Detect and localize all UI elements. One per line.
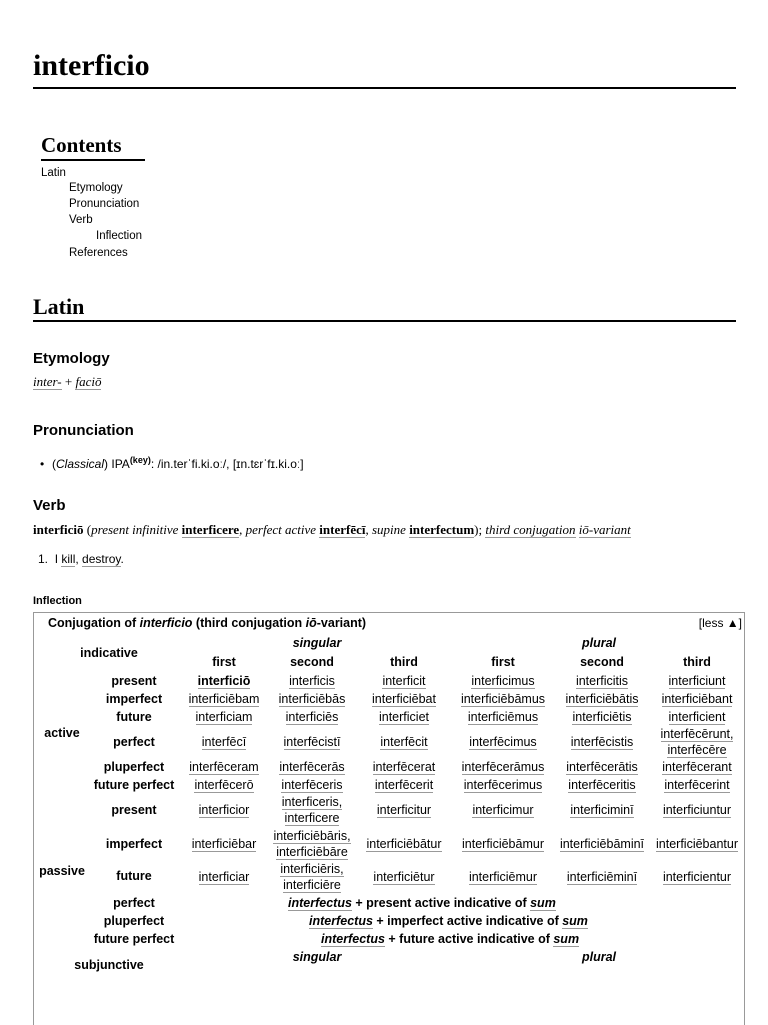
form-cell[interactable] — [652, 727, 742, 741]
form-cell[interactable] — [267, 710, 357, 724]
toc-link-verb[interactable]: Verb — [69, 214, 93, 226]
ipa-key-link[interactable]: (key) — [129, 455, 151, 465]
form-cell[interactable] — [179, 674, 269, 688]
form-cell[interactable] — [359, 692, 449, 706]
pron-variety[interactable]: Classical — [56, 457, 105, 471]
form-cell[interactable] — [179, 735, 269, 749]
form-link[interactable]: interfēcistis — [570, 735, 634, 749]
form-cell[interactable] — [179, 803, 269, 817]
form-cell[interactable] — [267, 829, 357, 843]
form-link[interactable]: interficiunt — [668, 674, 726, 688]
tense-passive-imperfect: imperfect — [105, 837, 163, 851]
toc-link-latin[interactable]: Latin — [41, 167, 66, 179]
participle-link[interactable]: interfectus — [309, 914, 373, 928]
form-cell[interactable] — [359, 778, 449, 792]
periphrastic-future-perfect — [321, 932, 579, 946]
form-cell[interactable] — [458, 837, 548, 851]
form-cell[interactable] — [179, 870, 269, 884]
form-link[interactable]: interficiēbant — [661, 692, 733, 706]
form-cell[interactable] — [359, 760, 449, 774]
toc-link-etymology[interactable]: Etymology — [69, 182, 123, 194]
punct-1: ( — [83, 522, 92, 537]
form-cell[interactable] — [458, 760, 548, 774]
form-cell[interactable] — [179, 692, 269, 706]
form-cell[interactable] — [267, 862, 357, 876]
participle-link[interactable]: interfectus — [321, 932, 385, 946]
form-cell[interactable] — [557, 760, 647, 774]
present-infinitive-link[interactable]: interficere — [181, 522, 240, 537]
etymology-text — [33, 374, 101, 390]
conj-title-d: iō — [305, 616, 317, 630]
form-link[interactable]: interficiēbar — [191, 837, 257, 851]
form-cell[interactable] — [652, 778, 742, 792]
person-header-1: first — [212, 655, 236, 669]
punct-4: ); — [474, 522, 486, 537]
definition-number: 1. — [38, 552, 49, 566]
form-link[interactable]: interfēcerō — [194, 778, 254, 792]
form-link[interactable]: interfēcistī — [283, 735, 341, 749]
form-cell[interactable] — [458, 692, 548, 706]
punct-3: , — [365, 522, 372, 537]
form-link[interactable]: interfēceritis — [568, 778, 636, 792]
etymology-plus: + — [61, 374, 76, 389]
tense-passive-pluperfect: pluperfect — [103, 914, 165, 928]
form-link[interactable]: interficiēbāris, — [273, 829, 351, 843]
form-link[interactable]: interficiēbāmus — [460, 692, 546, 706]
form-link[interactable]: interfēcerās — [279, 760, 345, 774]
collapse-toggle-button[interactable]: [less ▲] — [698, 616, 742, 630]
pronunciation-heading: Pronunciation — [33, 422, 134, 439]
form-link[interactable]: interficiēmus — [467, 710, 539, 724]
participle-link[interactable]: interfectus — [288, 896, 352, 910]
conj-title-a: Conjugation of — [48, 616, 140, 630]
periphrastic-text: + future active indicative of — [384, 932, 554, 946]
form-cell[interactable] — [359, 735, 449, 749]
form-link[interactable]: interfēcerint — [664, 778, 730, 792]
etymology-link-facio[interactable]: faciō — [75, 374, 102, 389]
form-cell[interactable] — [652, 710, 742, 724]
person-header-3: third — [390, 655, 418, 669]
ipa-transcription: : /in.terˈfi.ki.oː/, [ɪn.tɛrˈfɪ.ki.oː] — [150, 457, 304, 471]
form-cell[interactable] — [557, 674, 647, 688]
periphrastic-pluperfect — [309, 914, 588, 928]
form-cell[interactable] — [359, 710, 449, 724]
tense-active-pluperfect: pluperfect — [103, 760, 165, 774]
form-cell[interactable] — [267, 878, 357, 892]
form-link[interactable]: interficiō — [197, 674, 251, 688]
form-cell[interactable] — [179, 760, 269, 774]
form-cell[interactable] — [652, 870, 742, 884]
form-link[interactable]: interficiēbās — [278, 692, 346, 706]
subjunctive-plural-header: plural — [581, 950, 617, 964]
etymology-link-inter[interactable]: inter- — [33, 374, 62, 389]
singular-header: singular — [292, 636, 342, 650]
form-link[interactable]: interficiēbāre — [276, 845, 348, 859]
bullet-icon: • — [40, 457, 45, 471]
form-cell[interactable] — [652, 760, 742, 774]
form-link[interactable]: interfēcī — [201, 735, 247, 749]
aux-link[interactable]: sum — [530, 896, 556, 910]
form-cell[interactable] — [557, 778, 647, 792]
form-link[interactable]: interficiēbat — [372, 692, 436, 706]
form-link[interactable]: interficiēris, — [280, 862, 344, 876]
form-link[interactable]: interficiēbantur — [656, 837, 738, 851]
form-cell[interactable] — [652, 803, 742, 817]
form-cell[interactable] — [359, 674, 449, 688]
form-link[interactable]: interficimur — [472, 803, 534, 817]
form-cell[interactable] — [267, 674, 357, 688]
definition-link-kill[interactable]: kill — [61, 552, 76, 566]
form-link[interactable]: interficiēmur — [468, 870, 538, 884]
form-link[interactable]: interficimus — [471, 674, 535, 688]
form-cell[interactable] — [267, 692, 357, 706]
section-heading-latin: Latin — [33, 294, 85, 319]
person-header-6: third — [683, 655, 711, 669]
definition-text-c: . — [120, 552, 124, 566]
aux-link[interactable]: sum — [553, 932, 580, 946]
form-cell[interactable] — [267, 760, 357, 774]
form-link[interactable]: interficiētur — [373, 870, 435, 884]
io-variant-link[interactable]: iō-variant — [578, 522, 631, 537]
form-link[interactable]: interfēcerāmus — [461, 760, 545, 774]
periphrastic-text: + imperfect active indicative of — [372, 914, 563, 928]
voice-passive: passive — [39, 864, 85, 878]
form-link[interactable]: interficiminī — [570, 803, 634, 817]
form-link[interactable]: interfēcimus — [469, 735, 537, 749]
form-cell[interactable] — [179, 710, 269, 724]
form-link[interactable]: interfēcerat — [372, 760, 436, 774]
page-title: interficio — [33, 49, 150, 82]
tense-passive-future-perfect: future perfect — [93, 932, 175, 946]
form-cell[interactable] — [652, 674, 742, 688]
tense-passive-perfect: perfect — [113, 896, 155, 910]
form-link[interactable]: interficiar — [198, 870, 250, 884]
perfect-active-link[interactable]: interfēcī — [319, 522, 366, 537]
tense-active-future: future — [116, 710, 152, 724]
form-link[interactable]: interficior — [198, 803, 250, 817]
subjunctive-singular-header: singular — [292, 950, 342, 964]
voice-active: active — [44, 726, 80, 740]
form-link[interactable]: interficiēs — [285, 710, 339, 724]
form-link[interactable]: interfēcerant — [662, 760, 732, 774]
toc-heading: Contents — [41, 133, 122, 157]
mood-subjunctive: subjunctive — [74, 958, 144, 972]
ipa-link[interactable]: IPA — [111, 457, 130, 471]
form-cell[interactable] — [458, 870, 548, 884]
tense-passive-future: future — [116, 869, 152, 883]
form-cell[interactable] — [652, 692, 742, 706]
form-link[interactable]: interficiēbātur — [366, 837, 442, 851]
form-link[interactable]: interficiēre — [283, 878, 341, 892]
form-link[interactable]: interfēcerit — [374, 778, 434, 792]
pron-open: ( — [52, 457, 56, 471]
form-cell[interactable] — [267, 795, 357, 809]
punct-2: , — [239, 522, 246, 537]
etymology-heading: Etymology — [33, 350, 110, 367]
form-cell[interactable] — [557, 870, 647, 884]
table-of-contents — [41, 131, 122, 159]
conjugation-table — [33, 612, 745, 1025]
form-cell[interactable] — [557, 710, 647, 724]
form-cell[interactable] — [179, 837, 269, 851]
title-rule — [33, 87, 736, 89]
form-cell[interactable] — [458, 778, 548, 792]
tense-active-present: present — [111, 674, 157, 688]
form-cell[interactable] — [359, 837, 449, 851]
form-link[interactable]: interficit — [382, 674, 426, 688]
form-link[interactable]: interficiēbāminī — [559, 837, 645, 851]
form-cell[interactable] — [267, 778, 357, 792]
periphrastic-perfect — [288, 896, 556, 910]
form-link[interactable]: interficient — [668, 710, 726, 724]
tense-active-future-perfect: future perfect — [93, 778, 175, 792]
person-header-2: second — [290, 655, 334, 669]
form-link[interactable]: interfēcerātis — [566, 760, 638, 774]
form-cell[interactable] — [557, 735, 647, 749]
pron-close: ) — [104, 457, 109, 471]
form-link[interactable]: interficitur — [376, 803, 432, 817]
toc-link-pronunciation[interactable]: Pronunciation — [69, 198, 140, 210]
form-link[interactable]: interficitis — [575, 674, 629, 688]
tense-active-imperfect: imperfect — [105, 692, 163, 706]
form-cell[interactable] — [557, 837, 647, 851]
definition-item — [38, 550, 124, 568]
pronunciation-item — [40, 451, 304, 473]
form-cell[interactable] — [179, 778, 269, 792]
form-cell[interactable] — [458, 710, 548, 724]
form-link[interactable]: interfēcit — [380, 735, 428, 749]
plural-header: plural — [581, 636, 617, 650]
form-cell[interactable] — [652, 837, 742, 851]
inflection-heading: Inflection — [33, 595, 82, 607]
form-cell[interactable] — [458, 674, 548, 688]
form-link[interactable]: interfēcēre — [667, 743, 727, 757]
conj-title-b: interficio — [139, 616, 193, 630]
person-header-5: second — [580, 655, 624, 669]
present-infinitive-label: present infinitive — [91, 522, 179, 537]
conjugation-table-title — [48, 616, 366, 630]
form-cell[interactable] — [557, 692, 647, 706]
toc-underline — [41, 159, 145, 161]
form-link[interactable]: interficiētis — [572, 710, 632, 724]
conj-title-c: (third conjugation — [192, 616, 306, 630]
form-cell[interactable] — [652, 743, 742, 757]
periphrastic-text: + present active indicative of — [351, 896, 531, 910]
form-link[interactable]: interfēcērunt, — [660, 727, 734, 741]
third-conjugation-link[interactable]: third conjugation — [485, 522, 576, 537]
perfect-active-label: perfect active — [245, 522, 317, 537]
definition-text-a: I — [54, 552, 62, 566]
form-cell[interactable] — [557, 803, 647, 817]
definition-text-b: , — [75, 552, 83, 566]
toc-link-references[interactable]: References — [69, 247, 128, 259]
form-link[interactable]: interficeris, — [281, 795, 343, 809]
verb-heading: Verb — [33, 497, 66, 514]
verb-headword-line — [33, 521, 631, 539]
form-link[interactable]: interficiēbāmur — [462, 837, 544, 851]
definition-link-destroy[interactable]: destroy — [82, 552, 121, 566]
form-link[interactable]: interfēcerimus — [463, 778, 543, 792]
form-cell[interactable] — [458, 735, 548, 749]
supine-label: supine — [371, 522, 406, 537]
form-link[interactable]: interficiēbātis — [565, 692, 639, 706]
form-link[interactable]: interficiēminī — [566, 870, 638, 884]
form-link[interactable]: interfēceris — [281, 778, 343, 792]
tense-active-perfect: perfect — [113, 735, 155, 749]
mood-indicative: indicative — [80, 646, 138, 660]
form-link[interactable]: interficere — [284, 811, 340, 825]
form-link[interactable]: interficis — [289, 674, 335, 688]
form-cell[interactable] — [267, 845, 357, 859]
form-link[interactable]: interficiam — [195, 710, 253, 724]
form-cell[interactable] — [359, 803, 449, 817]
form-cell[interactable] — [267, 811, 357, 825]
person-header-4: first — [491, 655, 515, 669]
aux-link[interactable]: sum — [562, 914, 588, 928]
form-cell[interactable] — [359, 870, 449, 884]
form-link[interactable]: interficiēbam — [188, 692, 260, 706]
form-cell[interactable] — [267, 735, 357, 749]
toc-link-inflection[interactable]: Inflection — [96, 230, 143, 242]
supine-link[interactable]: interfectum — [409, 522, 475, 537]
form-cell[interactable] — [458, 803, 548, 817]
form-link[interactable]: interficientur — [662, 870, 732, 884]
tense-passive-present: present — [111, 803, 157, 817]
latin-rule — [33, 320, 736, 322]
verb-lemma: interficiō — [33, 522, 84, 537]
form-link[interactable]: interfēceram — [189, 760, 259, 774]
form-link[interactable]: interficiet — [378, 710, 430, 724]
form-link[interactable]: interficiuntur — [662, 803, 732, 817]
conj-title-e: -variant) — [316, 616, 367, 630]
